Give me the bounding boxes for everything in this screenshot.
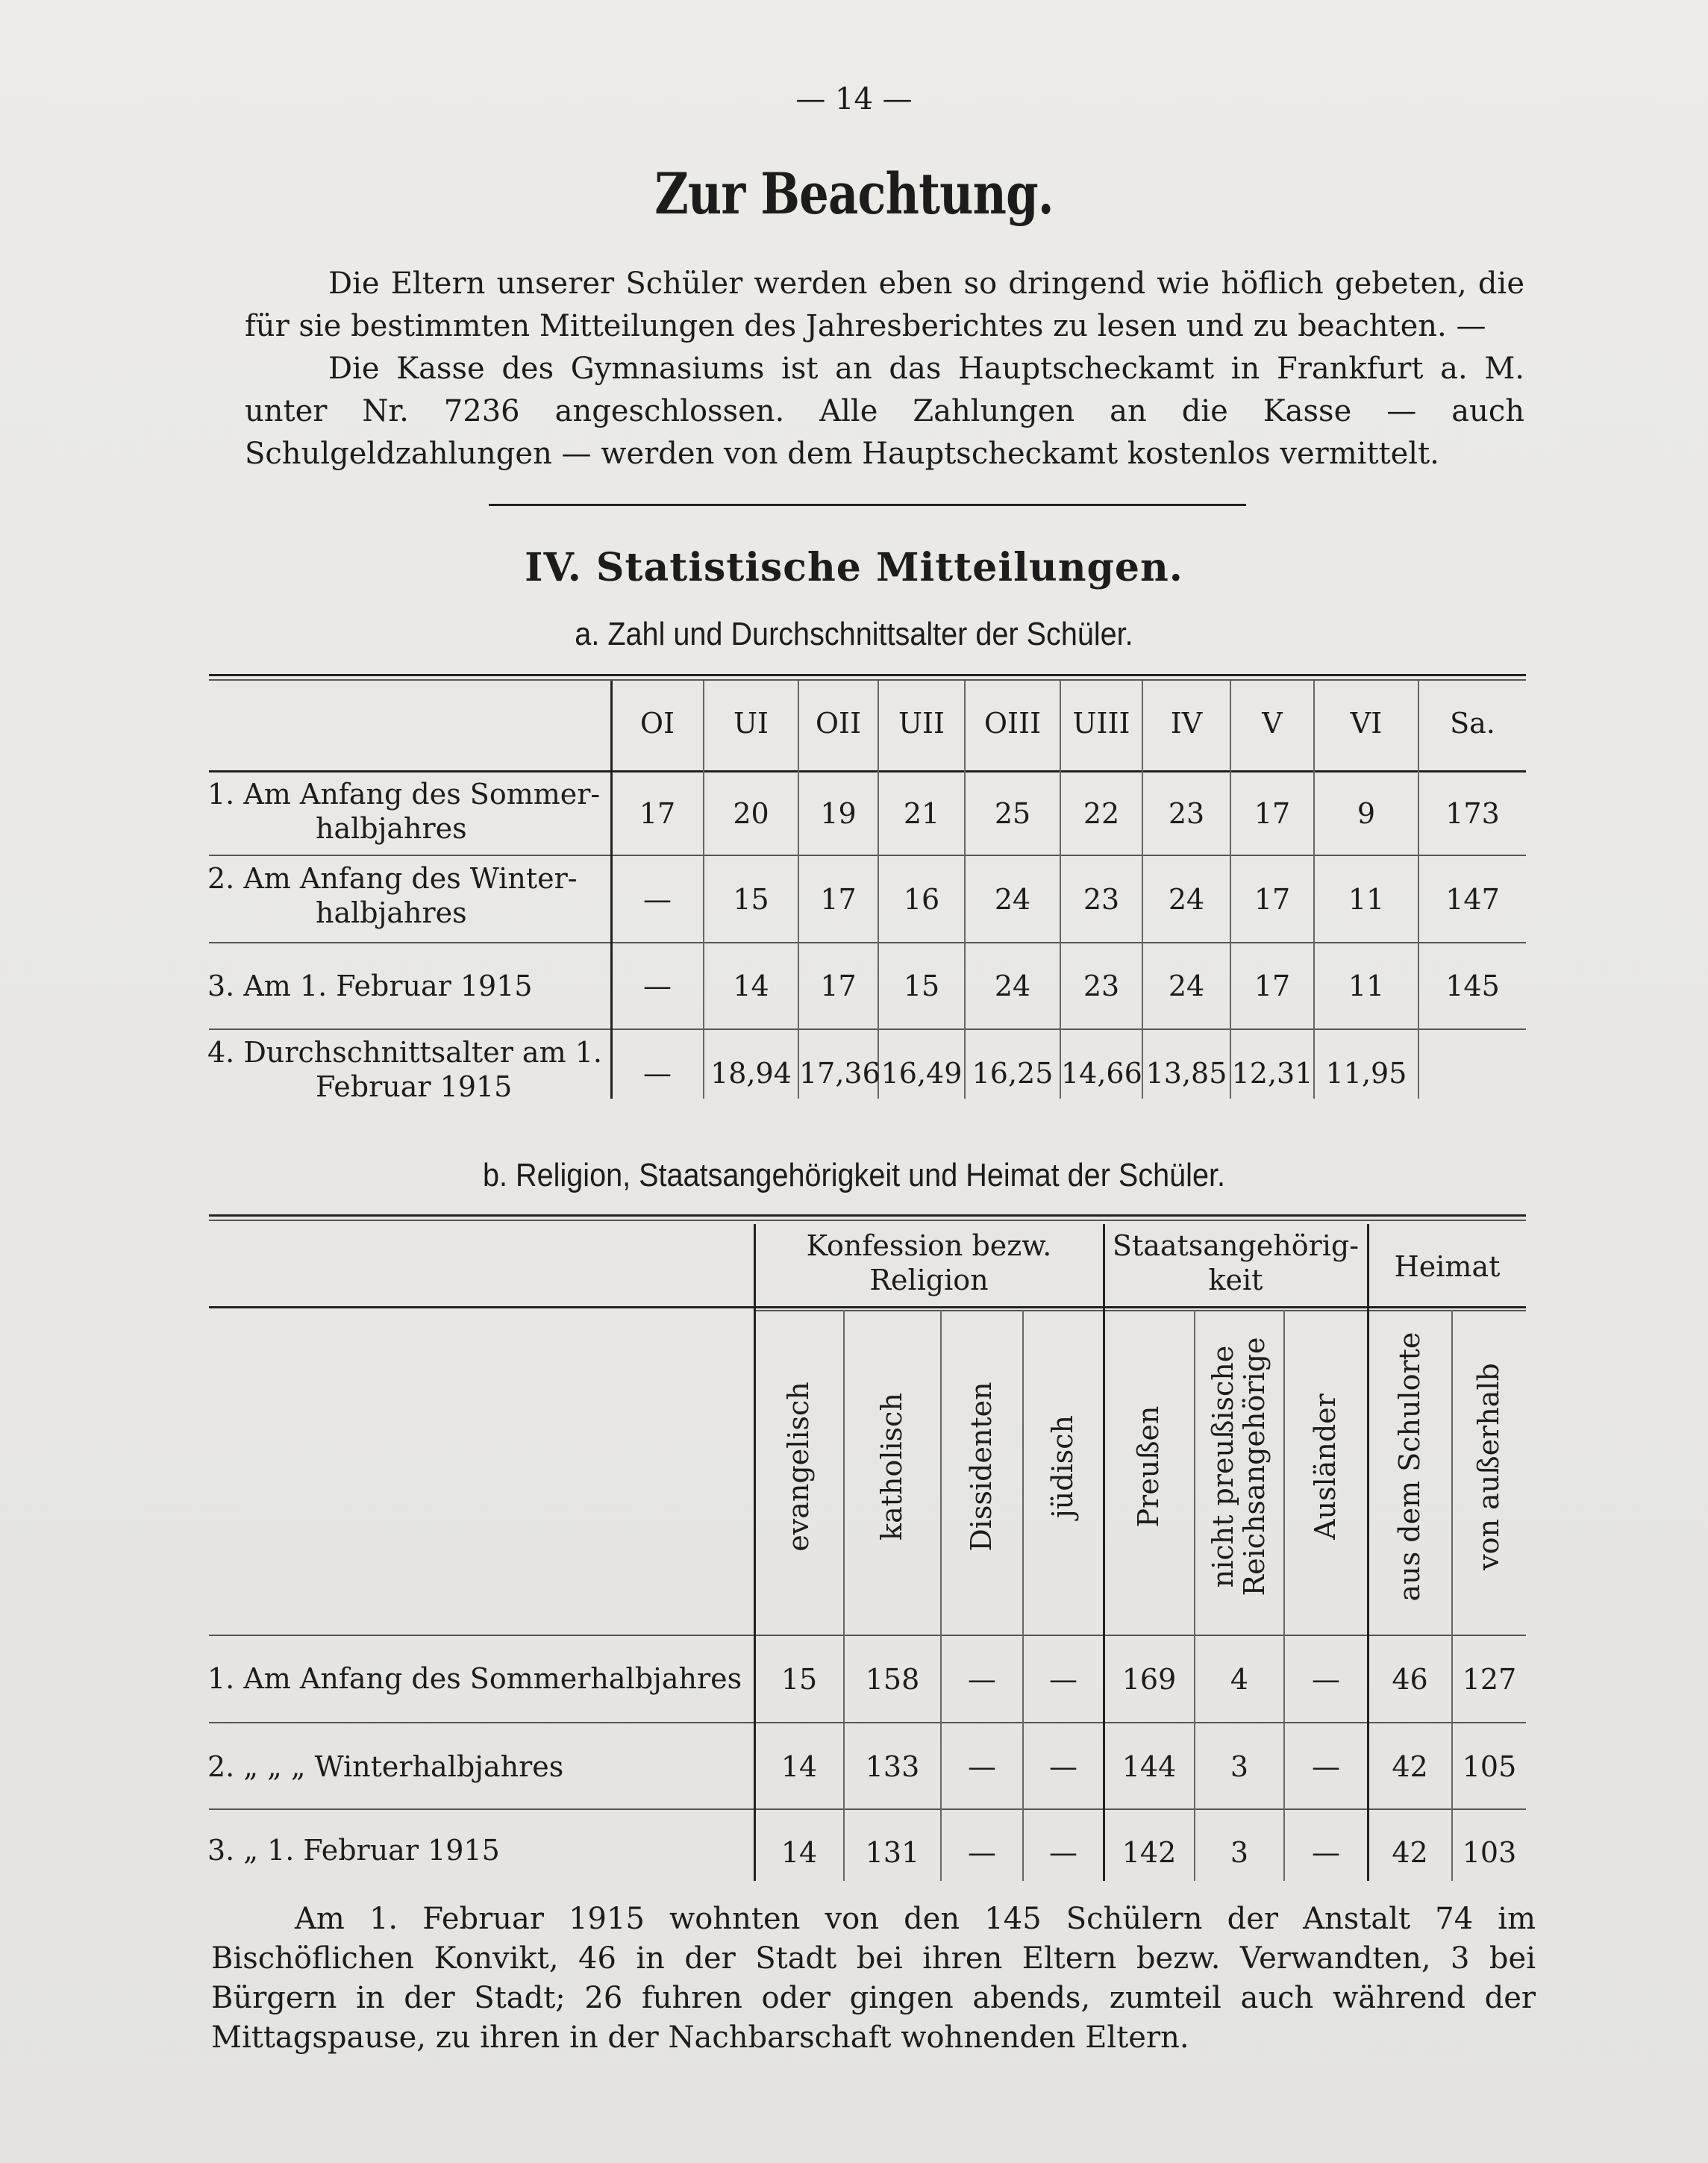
row-label: 2. „ „ „ Winterhalbjahres [207, 1750, 564, 1783]
group-header: Religion [869, 1264, 989, 1296]
table-cell: 17 [820, 970, 857, 1002]
table-cell: 142 [1122, 1836, 1177, 1869]
col-header: OI [639, 707, 675, 740]
row-label: 1. Am Anfang des Sommer- [207, 778, 601, 811]
row-label: 3. „ 1. Februar 1915 [207, 1834, 500, 1867]
table-cell: 12,31 [1231, 1057, 1313, 1090]
table-cell: 24 [1168, 883, 1205, 916]
table-cell: 17 [820, 883, 857, 916]
table-cell: 42 [1392, 1836, 1428, 1869]
table-cell: 18,94 [710, 1057, 792, 1090]
table-cell: 15 [781, 1663, 818, 1696]
table-cell: 169 [1122, 1663, 1177, 1696]
table-cell: 145 [1445, 970, 1500, 1002]
table-cell: 16 [903, 883, 940, 916]
page-number: — 14 — [795, 82, 913, 116]
col-header: Ausländer [1309, 1393, 1342, 1540]
table-cell: 17 [639, 797, 676, 830]
col-header: UI [733, 707, 769, 740]
table-cell: 21 [903, 797, 940, 830]
col-header: OII [815, 707, 862, 740]
table-cell: 103 [1462, 1836, 1517, 1869]
table-cell: — [643, 883, 672, 916]
footer-paragraph: Am 1. Februar 1915 wohnten von den 145 Schülern der Anstalt 74 im Bischöflichen Konvikt, 46 in der Stadt bei ihren Eltern bezw. Verwandten, 3 bei Bürgern in der Stadt; 26 fuhren oder gingen abends, zumteil auch während der Mittagspause, zu ihren in der Nachbarschaft wohnenden Eltern. [211, 1902, 1536, 2055]
col-header: Sa. [1450, 707, 1495, 740]
table-cell: 17 [1254, 970, 1291, 1002]
table-b-title: b. Religion, Staatsangehörigkeit und Heimat der Schüler. [482, 1157, 1225, 1193]
row-label: halbjahres [316, 896, 467, 929]
col-header: OIII [983, 707, 1042, 740]
col-header: Dissidenten [965, 1382, 998, 1552]
table-cell: — [1049, 1836, 1077, 1869]
table-cell: 14,66 [1061, 1057, 1142, 1090]
table-cell: — [643, 1057, 672, 1090]
table-cell: 4 [1230, 1663, 1249, 1696]
table-cell: 147 [1445, 883, 1500, 916]
table-cell: 3 [1230, 1836, 1249, 1869]
col-header: V [1262, 707, 1283, 740]
table-cell: 25 [994, 797, 1031, 830]
table-cell: — [1312, 1663, 1340, 1696]
table-cell: 15 [903, 970, 940, 1002]
table-cell: 46 [1392, 1663, 1428, 1696]
table-cell: — [1049, 1750, 1077, 1783]
group-header: Heimat [1394, 1250, 1501, 1283]
table-cell: 22 [1083, 797, 1120, 830]
table-cell: 3 [1230, 1750, 1249, 1783]
table-cell: — [968, 1836, 996, 1869]
table-cell: 17 [1254, 797, 1291, 830]
row-label: Februar 1915 [316, 1070, 513, 1103]
table-cell: 19 [820, 797, 857, 830]
table-cell: 131 [865, 1836, 920, 1869]
col-header: VI [1350, 707, 1383, 740]
table-cell: 133 [865, 1750, 920, 1783]
table-cell: — [968, 1750, 996, 1783]
table-cell: 17 [1254, 883, 1291, 916]
table-cell: 11 [1348, 970, 1385, 1002]
table-cell: 14 [733, 970, 769, 1002]
table-cell: 17,36 [799, 1057, 880, 1090]
group-header: Staatsangehörig- [1112, 1229, 1360, 1262]
group-header: keit [1208, 1264, 1263, 1296]
table-cell: 24 [994, 883, 1031, 916]
col-header: Reichsangehörige [1238, 1337, 1271, 1596]
row-label: 3. Am 1. Februar 1915 [207, 970, 533, 1002]
table-cell: 14 [781, 1750, 818, 1783]
col-header: katholisch [875, 1393, 908, 1541]
col-header: IV [1170, 707, 1203, 740]
table-cell: 127 [1462, 1663, 1517, 1696]
row-label: 4. Durchschnittsalter am 1. [207, 1036, 602, 1069]
col-header: UIII [1072, 707, 1130, 740]
notice-paragraph-1: Die Eltern unserer Schüler werden eben so dringend wie höflich gebeten, die für sie bestimmten Mitteilungen des Jahresberichtes zu lesen und zu beachten. — [245, 266, 1524, 343]
table-cell: 173 [1445, 797, 1500, 830]
table-cell: — [1049, 1663, 1077, 1696]
table-cell: 23 [1083, 883, 1120, 916]
table-cell: 24 [1168, 970, 1205, 1002]
divider [489, 504, 1246, 506]
table-cell: 11 [1348, 883, 1385, 916]
table-cell: — [1312, 1750, 1340, 1783]
table-cell: 9 [1357, 797, 1376, 830]
table-cell: 15 [733, 883, 769, 916]
table-cell: 14 [781, 1836, 818, 1869]
table-cell: — [643, 970, 672, 1002]
row-label: halbjahres [316, 812, 467, 845]
table-cell: 144 [1122, 1750, 1177, 1783]
table-cell: 24 [994, 970, 1031, 1002]
group-header: Konfession bezw. [806, 1229, 1052, 1262]
col-header: jüdisch [1046, 1415, 1079, 1518]
table-cell: 23 [1168, 797, 1205, 830]
row-label: 2. Am Anfang des Winter- [207, 862, 578, 895]
col-header: evangelisch [782, 1382, 815, 1552]
table-cell: 13,85 [1145, 1057, 1227, 1090]
page-title: Zur Beachtung. [654, 160, 1054, 227]
table-cell: 158 [865, 1663, 920, 1696]
table-cell: 42 [1392, 1750, 1428, 1783]
col-header: von außerhalb [1472, 1363, 1505, 1570]
col-header: nicht preußische [1207, 1345, 1239, 1588]
table-cell: 11,95 [1325, 1057, 1407, 1090]
col-header: Preußen [1132, 1405, 1165, 1528]
table-cell: — [1312, 1836, 1340, 1869]
notice-paragraph-2: Die Kasse des Gymnasiums ist an das Hauptscheckamt in Frankfurt a. M. unter Nr. 7236 angeschlossen. Alle Zahlungen an die Kasse — auch Schulgeldzahlungen — werden von dem Hauptscheckamt kostenlos vermittelt. [245, 352, 1524, 471]
table-cell: 20 [733, 797, 769, 830]
table-a-title: a. Zahl und Durchschnittsalter der Schüler. [575, 616, 1133, 652]
table-cell: 16,25 [972, 1057, 1054, 1090]
row-label: 1. Am Anfang des Sommerhalbjahres [207, 1662, 742, 1695]
col-header: UII [898, 707, 945, 740]
table-cell: — [968, 1663, 996, 1696]
table-cell: 23 [1083, 970, 1120, 1002]
table-cell: 105 [1462, 1750, 1517, 1783]
col-header: aus dem Schulorte [1393, 1332, 1426, 1602]
table-cell: 16,49 [880, 1057, 963, 1090]
section-title: IV. Statistische Mitteilungen. [525, 545, 1183, 590]
